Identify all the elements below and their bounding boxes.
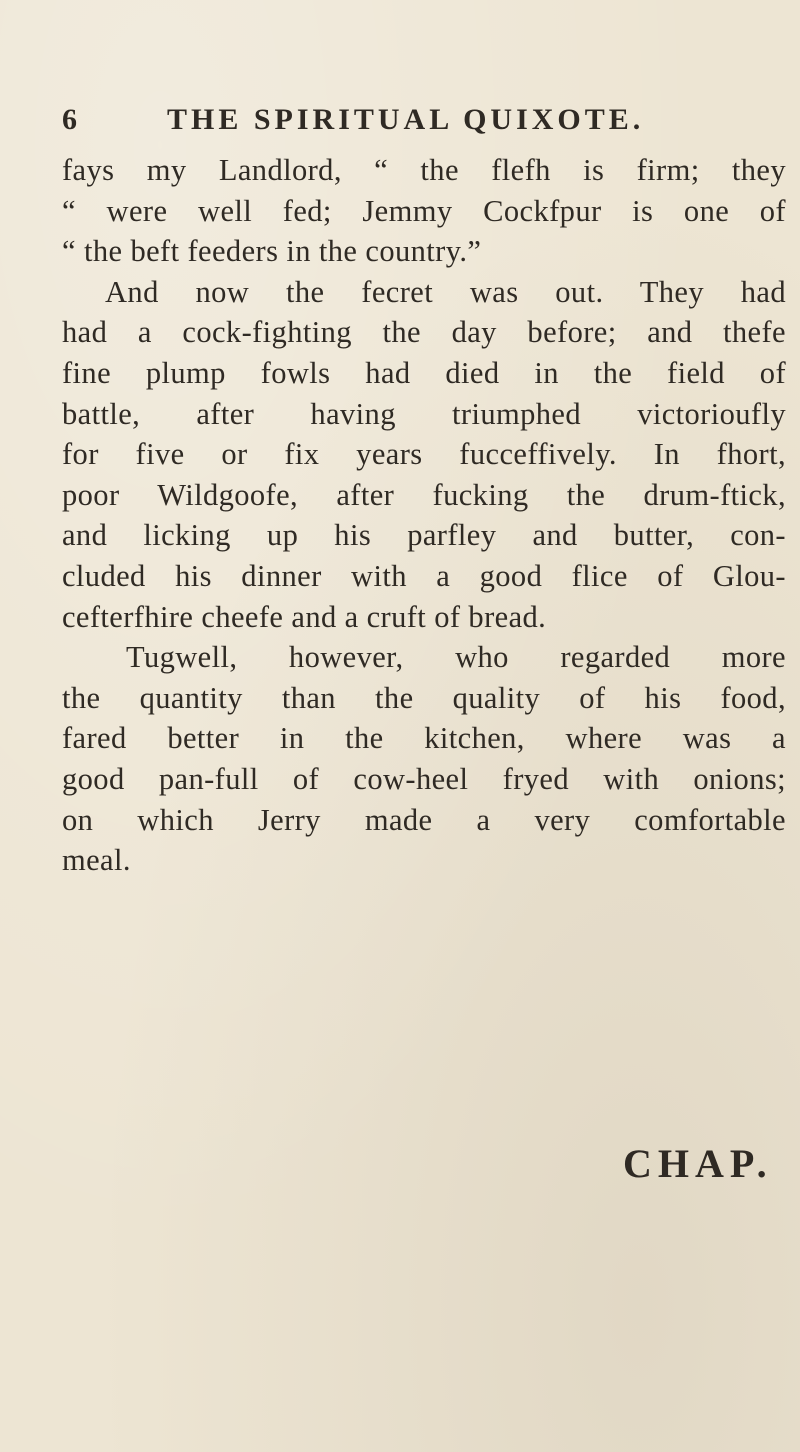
text-line: “ the beft feeders in the country.” — [62, 234, 482, 269]
text-line: had a cock-fighting the day before; and thefe — [62, 315, 786, 350]
text-line: on which Jerry made a very comfortable — [62, 802, 786, 837]
text-line: And now the fecret was out. They had — [105, 274, 786, 309]
text-line: good pan-full of cow-heel fryed with onions; — [62, 761, 786, 796]
text-line: for five or fix years fucceffively. In fhort, — [62, 437, 786, 472]
running-head — [62, 100, 782, 140]
text-line: the quantity than the quality of his food, — [62, 680, 786, 715]
text-line: battle, after having triumphed victorioufly — [62, 396, 786, 431]
body-text — [62, 150, 786, 881]
catchword: CHAP. — [623, 1141, 773, 1186]
text-line: fine plump fowls had died in the field of — [62, 355, 786, 390]
page-number: 6 — [62, 103, 77, 136]
text-line: “ were well fed; Jemmy Cockfpur is one of — [62, 193, 786, 228]
text-line: cluded his dinner with a good flice of Glou- — [62, 558, 786, 593]
text-line: fays my Landlord, “ the flefh is firm; they — [62, 153, 786, 187]
text-line: and licking up his parfley and butter, con- — [62, 518, 786, 553]
text-line: Tugwell, however, who regarded more — [126, 640, 786, 675]
text-line: cefterfhire cheefe and a cruft of bread. — [62, 599, 547, 634]
running-title: THE SPIRITUAL QUIXOTE. — [167, 103, 645, 136]
text-line: poor Wildgoofe, after fucking the drum-ftick, — [62, 477, 786, 512]
text-line: fared better in the kitchen, where was a — [62, 721, 786, 756]
text-line: meal. — [62, 843, 131, 878]
